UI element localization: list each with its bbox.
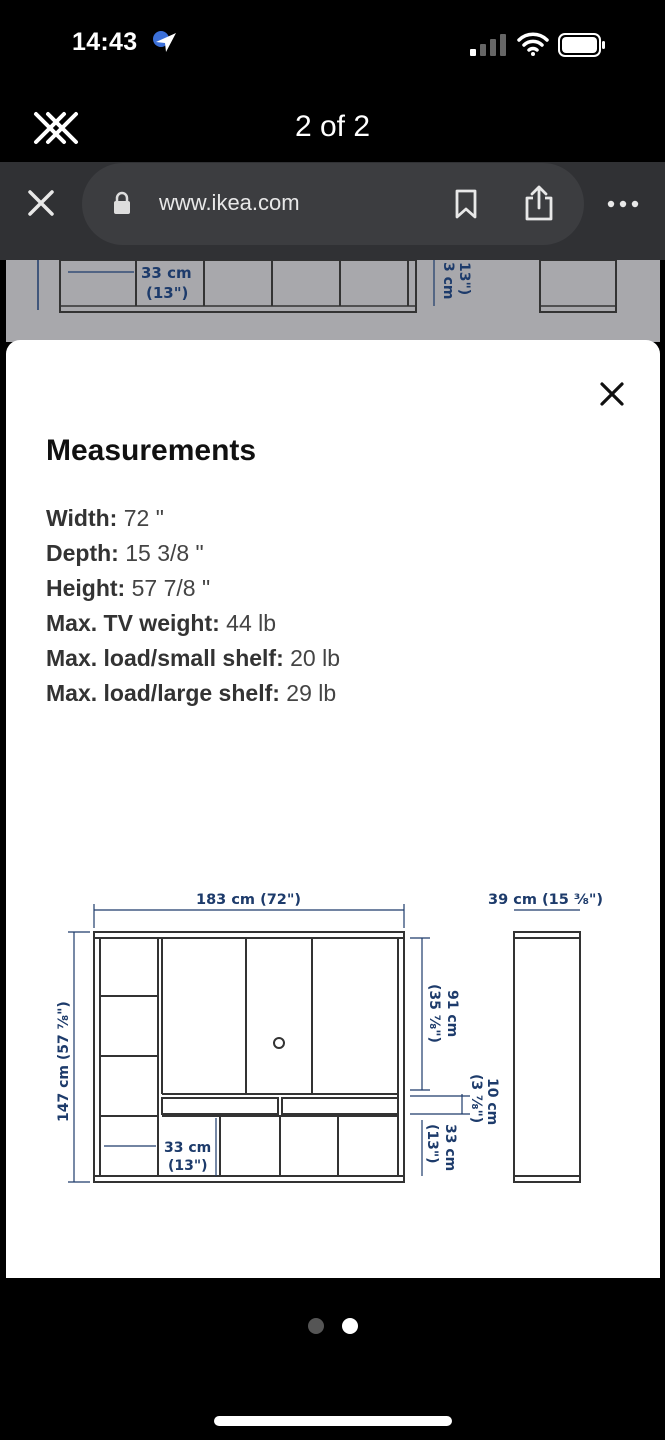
page-dot-2-active[interactable] [342, 1318, 358, 1334]
url-text[interactable]: www.ikea.com [159, 190, 300, 215]
dim-drawer-height-in-label: (3 ⅞") [468, 1074, 484, 1124]
dim-upper-height-in-label: (35 ⅞") [426, 984, 442, 1043]
behind-width-label-in: (13") [146, 284, 189, 302]
share-icon[interactable] [522, 184, 556, 222]
measurement-row-large-shelf: Max. load/large shelf: 29 lb [46, 680, 337, 706]
behind-width-label: 33 cm [141, 264, 192, 282]
measurement-row-tv-weight: Max. TV weight: 44 lb [46, 610, 277, 636]
measurement-row-width: Width: 72 " [46, 505, 164, 531]
bookmark-icon[interactable] [452, 188, 480, 220]
home-indicator[interactable] [214, 1416, 452, 1426]
page-behind-diagram [6, 260, 660, 342]
measurement-row-depth: Depth: 15 3/8 " [46, 540, 204, 566]
dim-shelf-height-in-label: (13") [424, 1124, 440, 1164]
battery-icon [558, 33, 606, 57]
measurements-title: Measurements [46, 434, 257, 467]
status-time: 14:43 [72, 28, 138, 56]
measurement-row-small-shelf: Max. load/small shelf: 20 lb [46, 645, 341, 671]
address-bar[interactable] [82, 163, 584, 245]
dim-depth-label: 39 cm (15 ⅜") [488, 892, 604, 908]
close-tab-icon[interactable] [24, 190, 58, 218]
wifi-icon [517, 32, 549, 56]
dim-width-label: 183 cm (72") [196, 892, 302, 908]
dim-drawer-height-label: 10 cm [484, 1078, 500, 1126]
more-options-icon[interactable] [606, 196, 640, 212]
dim-cubby-width-in-label: (13") [168, 1158, 208, 1174]
location-arrow-icon [152, 30, 178, 56]
dimension-diagram [40, 878, 630, 1208]
measurement-row-height: Height: 57 7/8 " [46, 575, 211, 601]
page-dot-1[interactable] [308, 1318, 324, 1334]
close-icon[interactable] [590, 372, 634, 416]
dim-height-label: 147 cm (57 ⅞") [56, 1001, 72, 1122]
dim-shelf-height-label: 33 cm [442, 1124, 458, 1172]
dim-upper-height-label: 91 cm [444, 990, 460, 1038]
cellular-signal-icon [470, 34, 506, 56]
behind-side-label: 3 cm [440, 262, 456, 300]
behind-side-label-in: 13") [456, 262, 472, 296]
page-indicator: 2 of 2 [294, 110, 371, 143]
dim-cubby-width-label: 33 cm [164, 1140, 212, 1156]
lock-icon [112, 191, 132, 215]
